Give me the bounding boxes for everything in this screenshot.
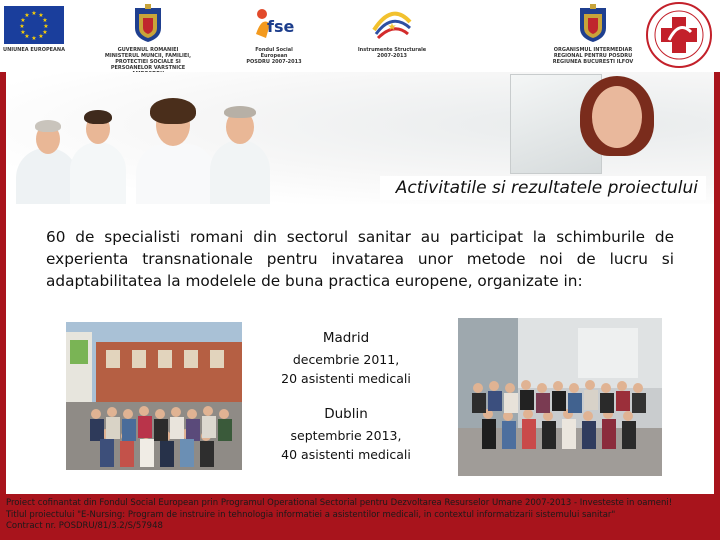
footer-text [6, 498, 714, 533]
footer-line: Titlul proiectului "E-Nursing: Program de instruire in tehnologia informatiei a asistentilor medicali, in contextul informatizarii sistemului sanitar" [6, 509, 616, 520]
oirposdru-logo [548, 4, 638, 65]
frame-right [714, 72, 720, 540]
romania-crest-icon [131, 4, 165, 44]
svg-text:fse: fse [267, 17, 295, 36]
slide-title: Activitatile si rezultatele proiectului [395, 178, 698, 198]
oirposdru-caption-line: REGIUNEA BUCURESTI ILFOV [552, 59, 634, 65]
logo-strip [0, 0, 720, 72]
ministry-caption-line: PERSOANELOR VARSTNICE [110, 65, 186, 71]
ministry-caption-line: GUVERNUL ROMANIEI [117, 47, 179, 53]
svg-text:★: ★ [20, 29, 26, 36]
footer-line: Contract nr. POSDRU/81/3.2/S/57948 [6, 521, 163, 531]
eu-caption: UNIUNEA EUROPEANA [3, 47, 65, 53]
dublin-group-photo [458, 318, 662, 476]
event-dublin [276, 406, 416, 464]
svg-text:★: ★ [42, 17, 48, 24]
svg-text:★: ★ [24, 33, 30, 40]
svg-text:★: ★ [20, 17, 26, 24]
is-caption-line: Instrumente Structurale [357, 47, 427, 53]
content-panel [6, 204, 714, 494]
event-madrid [276, 330, 416, 388]
svg-text:★: ★ [38, 33, 44, 40]
oirposdru-caption-line: REGIONAL PENTRU POSDRU [553, 53, 633, 59]
fse-figure-icon [252, 4, 296, 44]
eu-flag-icon [4, 6, 64, 44]
fse-caption-line: Fondul Social European [255, 47, 293, 59]
is-caption-line: 2007-2013 [377, 53, 407, 59]
ministry-caption-line: MINISTERUL MUNCII, FAMILIEI, [104, 53, 192, 59]
ministry-caption-line: PROTECTIEI SOCIALE SI [115, 59, 181, 65]
slide-title-box [380, 176, 706, 200]
nursing-organization-logo [640, 0, 718, 75]
red-cross-seal-icon [641, 0, 717, 70]
svg-text:★: ★ [38, 12, 44, 19]
svg-text:★: ★ [43, 23, 49, 30]
svg-text:★: ★ [24, 12, 30, 19]
event-participants: 20 asistenti medicali [281, 371, 411, 386]
svg-text:★: ★ [42, 29, 48, 36]
footer-line: Proiect cofinantat din Fondul Social European prin Programul Operational Sectorial pentru Dezvoltarea Resurselor Umane 2007-2013 - Investeste in oameni! [6, 498, 673, 508]
event-date: septembrie 2013, [290, 428, 402, 443]
structural-instruments-logo [352, 4, 432, 59]
madrid-group-photo [66, 322, 242, 470]
event-date: decembrie 2011, [292, 352, 400, 367]
svg-text:★: ★ [387, 22, 397, 33]
svg-text:★: ★ [19, 23, 25, 30]
event-city: Dublin [324, 406, 368, 422]
event-participants: 40 asistenti medicali [281, 447, 411, 462]
intro-paragraph: 60 de specialisti romani din sectorul sanitar au participat la schimburile de experienta transnationale pentru invatarea unor metode noi de lucru si adaptabilitatea la modelele de buna practica europene, organizate in: [46, 228, 674, 290]
oirposdru-caption-line: ORGANISMUL INTERMEDIAR [553, 47, 633, 53]
star-circle-icon [368, 4, 416, 44]
ministry-logo [98, 4, 198, 77]
svg-text:★: ★ [31, 10, 37, 17]
eu-logo [2, 4, 66, 53]
event-city: Madrid [322, 330, 370, 346]
fse-caption-line: POSDRU 2007-2013 [246, 59, 302, 65]
svg-text:★: ★ [31, 35, 37, 42]
romania-crest-icon [576, 4, 610, 44]
fse-logo [244, 4, 304, 65]
